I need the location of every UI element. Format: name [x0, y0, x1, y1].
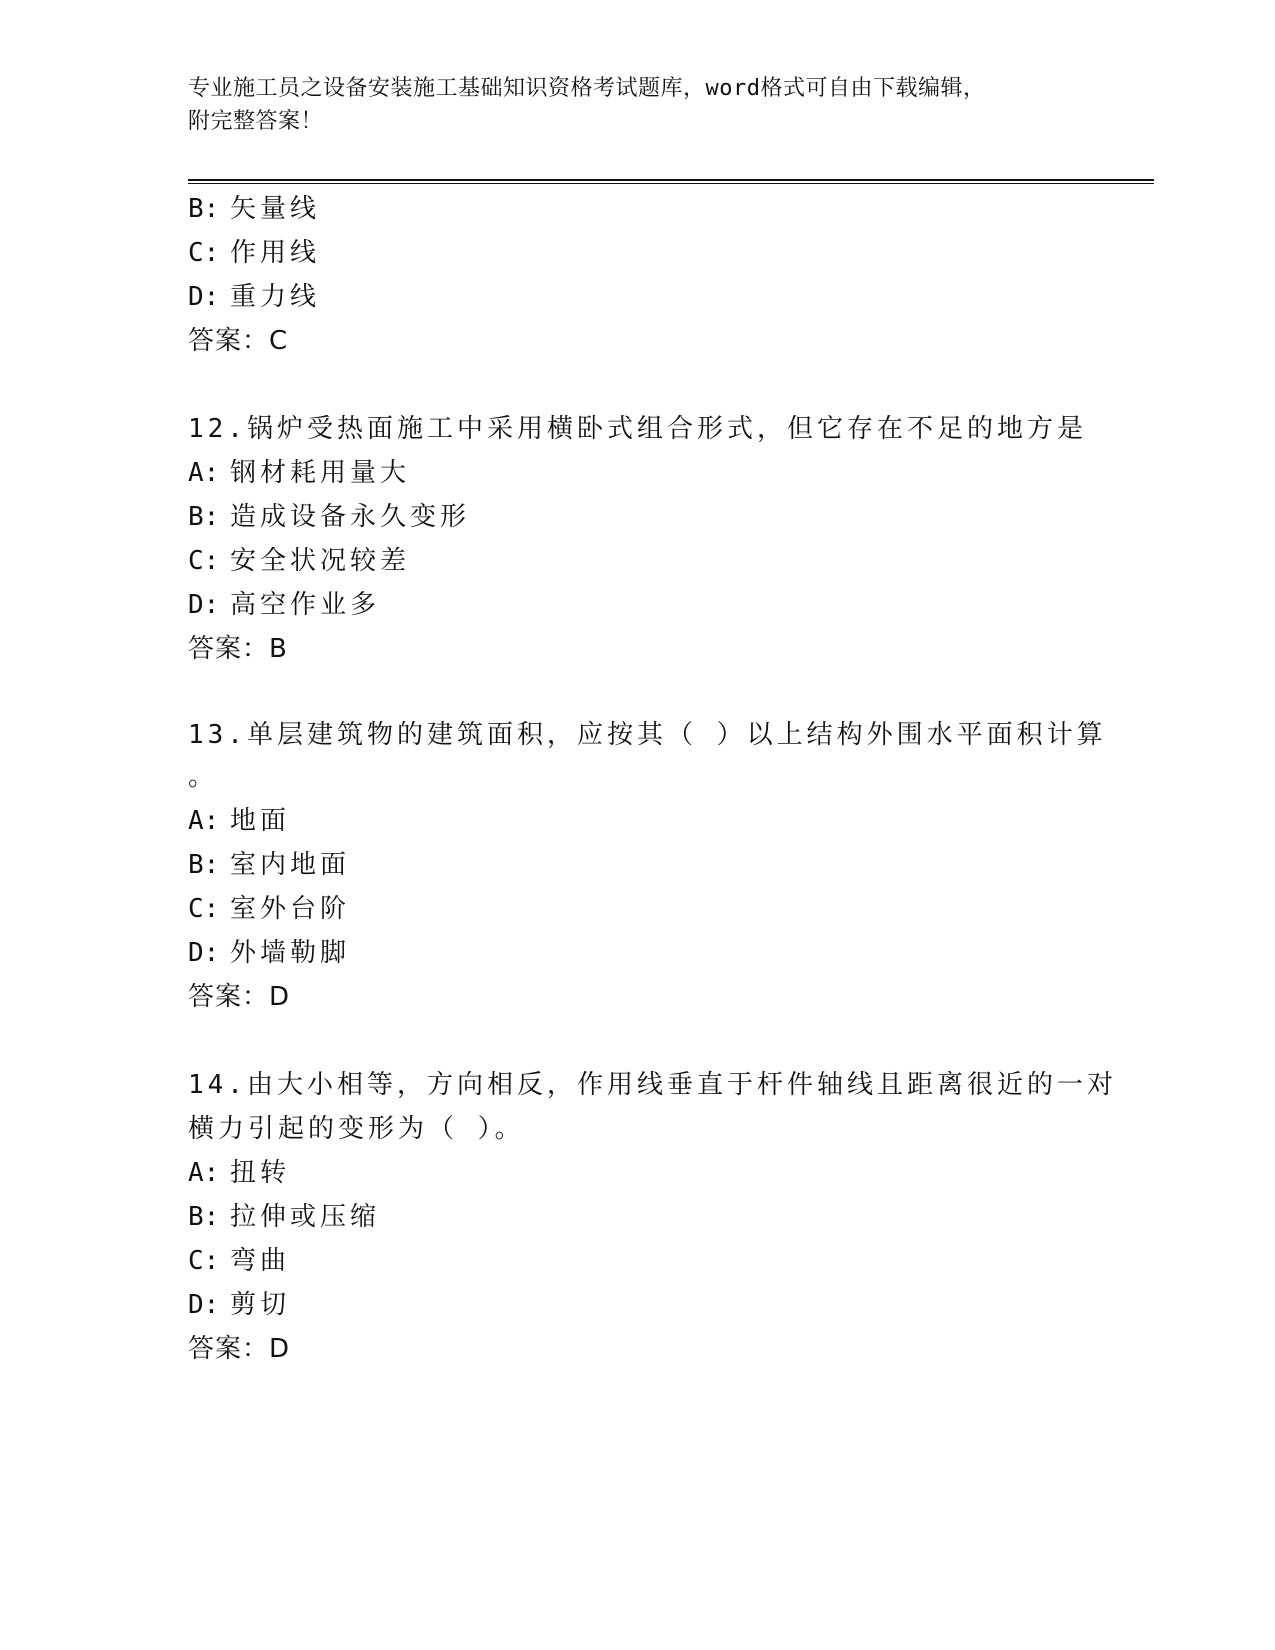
q12-option-a: A: 钢材耗用量大 — [188, 458, 411, 488]
q11-option-b: B: 矢量线 — [188, 194, 321, 224]
q14-option-c: C: 弯曲 — [188, 1246, 291, 1276]
q14-stem-line-1: 14.由大小相等，方向相反，作用线垂直于杆件轴线且距离很近的一对 — [188, 1070, 1117, 1100]
header-line-1: 专业施工员之设备安装施工基础知识资格考试题库，word格式可自由下载编辑， — [188, 76, 986, 101]
q14-answer: 答案：D — [188, 1334, 291, 1364]
q13-answer: 答案：D — [188, 982, 291, 1012]
q12-option-b: B: 造成设备永久变形 — [188, 502, 471, 532]
header-divider-thin — [188, 183, 1154, 184]
q12-option-d: D: 高空作业多 — [188, 590, 381, 620]
q13-option-a: A: 地面 — [188, 806, 291, 836]
q13-stem-line-2: 。 — [188, 762, 219, 792]
q13-option-d: D: 外墙勒脚 — [188, 938, 351, 968]
q13-option-b: B: 室内地面 — [188, 850, 351, 880]
q12-option-c: C: 安全状况较差 — [188, 546, 411, 576]
q14-option-b: B: 拉伸或压缩 — [188, 1202, 381, 1232]
document-header — [188, 72, 1068, 138]
q13-option-c: C: 室外台阶 — [188, 894, 351, 924]
q11-option-d: D: 重力线 — [188, 282, 321, 312]
q13-stem-line-1: 13.单层建筑物的建筑面积，应按其（ ）以上结构外围水平面积计算 — [188, 720, 1107, 750]
q11-option-c: C: 作用线 — [188, 238, 321, 268]
header-divider-thick — [188, 179, 1154, 181]
q14-stem-line-2: 横力引起的变形为（ ）。 — [188, 1114, 525, 1144]
q12-answer: 答案：B — [188, 634, 288, 664]
q12-stem: 12.锅炉受热面施工中采用横卧式组合形式，但它存在不足的地方是 — [188, 414, 1087, 444]
q11-answer: 答案：C — [188, 326, 289, 356]
header-line-2: 附完整答案！ — [188, 109, 324, 134]
q14-option-a: A: 扭转 — [188, 1158, 291, 1188]
q14-option-d: D: 剪切 — [188, 1290, 291, 1320]
